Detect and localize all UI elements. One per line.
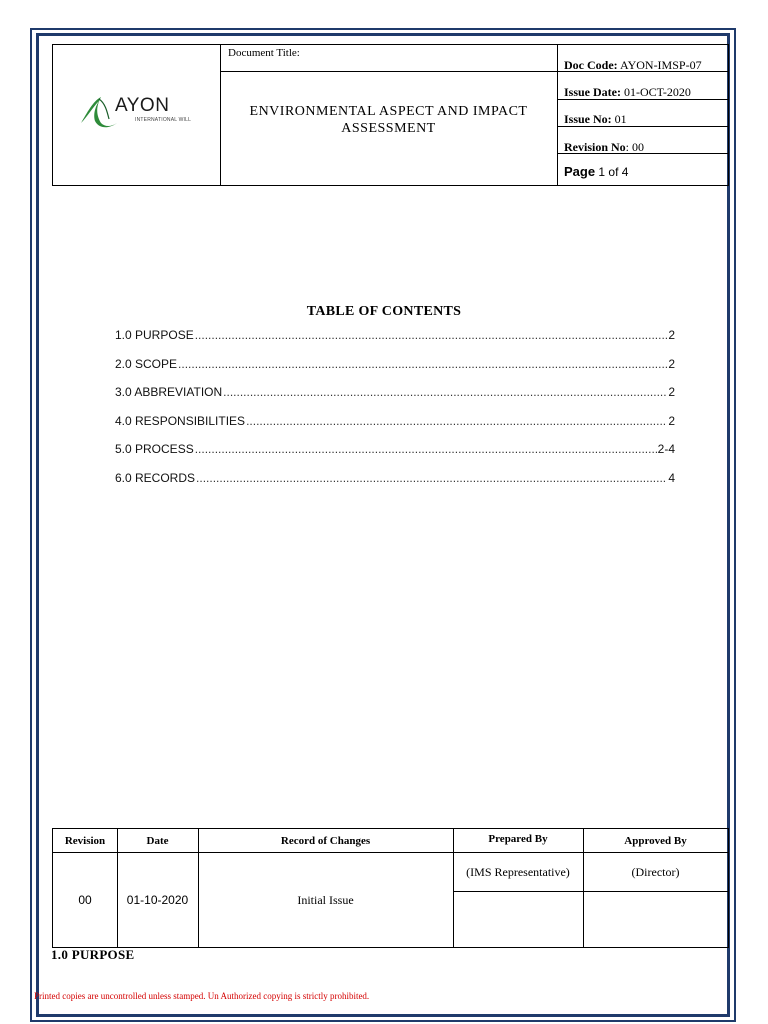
footer-disclaimer: Printed copies are uncontrolled unless stamped. Un Authorized copying is strictly prohibited. [34, 991, 370, 1001]
cell-revision: 00 [78, 893, 92, 907]
toc-leader-dots [223, 385, 667, 399]
logo-cell [53, 45, 221, 185]
document-title-label: Document Title: [220, 45, 557, 72]
toc-entry-label: 3.0 ABBREVIATION [115, 385, 223, 400]
toc-entry[interactable] [115, 471, 675, 500]
toc-entry[interactable] [115, 328, 675, 357]
toc-leader-dots [195, 442, 657, 456]
logo-wordmark: AYON [115, 95, 170, 116]
revision-table [52, 828, 729, 948]
section-heading-purpose: 1.0 PURPOSE [51, 947, 135, 962]
toc-entry-page: 4 [668, 470, 675, 485]
cell-changes: Initial Issue [297, 892, 354, 907]
toc-leader-dots [196, 471, 667, 485]
issue-date: Issue Date: 01-OCT-2020 [564, 85, 691, 99]
toc-entry-label: 2.0 SCOPE [115, 356, 178, 371]
toc-entry[interactable] [115, 385, 675, 414]
toc-leader-dots [178, 357, 667, 371]
cell-prepared-by: (IMS Representative) [466, 864, 570, 879]
toc-entry-label: 6.0 RECORDS [115, 470, 196, 485]
title-cell [220, 45, 558, 185]
logo-tagline: INTERNATIONAL WILL [135, 117, 192, 123]
col-header-prepared-by: Prepared By [488, 833, 548, 845]
document-header [52, 44, 729, 186]
cell-date: 01-10-2020 [126, 893, 189, 907]
col-header-revision: Revision [64, 834, 106, 847]
table-of-contents [115, 328, 675, 500]
toc-leader-dots [195, 328, 668, 342]
document-title-line-1: ENVIRONMENTAL ASPECT AND IMPACT [249, 104, 528, 119]
doc-code: Doc Code: AYON-IMSP-07 [564, 58, 702, 72]
toc-entry-page: 2 [668, 385, 675, 400]
toc-entry[interactable] [115, 414, 675, 443]
toc-entry[interactable] [115, 442, 675, 471]
cell-approved-by: (Director) [631, 864, 680, 879]
toc-entry-page: 2 [668, 413, 675, 428]
company-logo [79, 93, 204, 133]
toc-entry-label: 5.0 PROCESS [115, 442, 194, 457]
col-header-changes: Record of Changes [280, 834, 371, 847]
logo-swoosh-icon [79, 93, 119, 131]
toc-entry-label: 4.0 RESPONSIBILITIES [115, 413, 246, 428]
col-header-approved-by: Approved By [624, 834, 687, 847]
document-title [220, 103, 557, 137]
toc-entry-page: 2 [668, 356, 675, 371]
page-indicator: Page 1 of 4 [564, 164, 629, 179]
toc-entry-page: 2 [668, 328, 675, 342]
toc-leader-dots [246, 414, 667, 428]
document-title-line-2: ASSESSMENT [341, 121, 436, 136]
document-meta [558, 45, 728, 185]
issue-number: Issue No: 01 [564, 112, 627, 126]
toc-entry-page: 2-4 [657, 442, 675, 457]
toc-entry[interactable] [115, 357, 675, 386]
toc-title: TABLE OF CONTENTS [306, 304, 462, 319]
revision-number: Revision No: 00 [564, 140, 645, 154]
toc-entry-label: 1.0 PURPOSE [115, 328, 194, 342]
col-header-date: Date [146, 834, 169, 847]
